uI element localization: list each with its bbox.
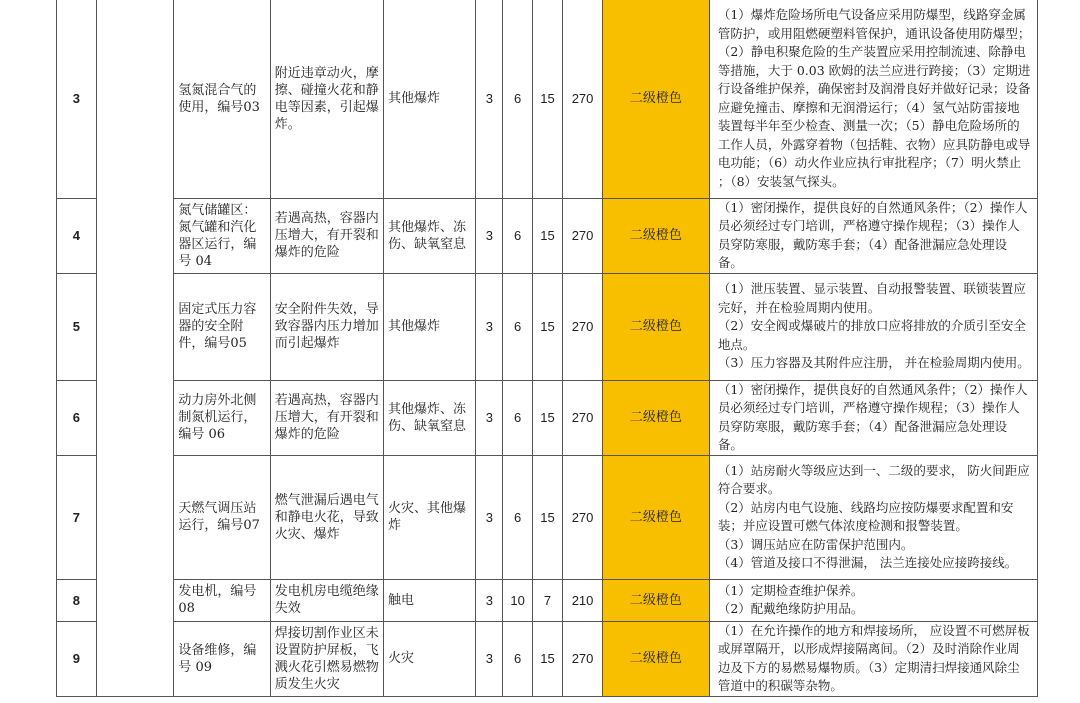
accident-type-cell: 其他爆炸、冻伤、缺氧窒息 [383,198,475,273]
l-value: 3 [476,455,503,579]
item-cell: 固定式压力容器的安全附件，编号05 [174,273,270,380]
risk-level-cell: 二级橙色 [602,0,709,198]
row-number: 3 [57,0,97,198]
e-value: 6 [503,198,532,273]
risk-level-cell: 二级橙色 [602,579,709,621]
item-cell: 氢氮混合气的使用，编号03 [174,0,270,198]
control-measures-cell: （1）密闭操作，提供良好的自然通风条件；（2）操作人员必须经过专门培训，严格遵守操作规程；（3）操作人员穿防寒服，戴防寒手套；（4）配备泄漏应急处理设备。 [709,198,1037,273]
item-cell: 动力房外北侧制氮机运行，编号 06 [174,380,270,455]
table-row [57,198,1038,273]
l-value: 3 [476,0,503,198]
c-value: 15 [532,0,562,198]
row-number: 6 [57,380,97,455]
l-value: 3 [476,621,503,696]
risk-level-cell: 二级橙色 [602,621,709,696]
table-row [57,273,1038,380]
l-value: 3 [476,579,503,621]
l-value: 3 [476,273,503,380]
accident-type-cell: 火灾、其他爆炸 [383,455,475,579]
table-row [57,0,1038,198]
c-value: 15 [532,380,562,455]
l-value: 3 [476,198,503,273]
control-measures-cell: （1）泄压装置、显示装置、自动报警装置、联锁装置应完好，并在检验周期内使用。 （2）安全阀或爆破片的排放口应将排放的介质引至安全地点。 （3）压力容器及其附件应注册， 并在检验周期内使用。 [709,273,1037,380]
row-number: 9 [57,621,97,696]
e-value: 6 [503,273,532,380]
e-value: 10 [503,579,532,621]
accident-type-cell: 火灾 [383,621,475,696]
c-value: 15 [532,273,562,380]
d-value: 270 [563,380,603,455]
d-value: 270 [563,198,603,273]
d-value: 270 [563,0,603,198]
row-number: 5 [57,273,97,380]
accident-type-cell: 触电 [383,579,475,621]
accident-type-cell: 其他爆炸、冻伤、缺氧窒息 [383,380,475,455]
blank-cell [96,0,174,696]
control-measures-cell: （1）爆炸危险场所电气设备应采用防爆型，线路穿金属管防护，或用阻燃硬塑料管保护，通讯设备使用防爆型；（2）静电积聚危险的生产装置应采用控制流速、除静电等措施，大于 0.03 欧姆的法兰应进行跨接；（3）定期进行设备维护保养，确保密封及润滑良好并做好记录；设备应避免撞击、摩擦和无润滑运行；（4）氢气站防雷接地装置每半年至少检查、测量一次；（5）静电危险场所的工作人员，外露穿着物（包括鞋、衣物）应具防静电或导电功能；（6）动火作业应执行审批程序；（7）明火禁止 ；（8）安装氢气探头。 [709,0,1037,198]
d-value: 270 [563,455,603,579]
item-cell: 氮气储罐区：氮气罐和汽化器区运行，编号 04 [174,198,270,273]
table-row [57,380,1038,455]
d-value: 270 [563,621,603,696]
cause-cell: 燃气泄漏后遇电气和静电火花，导致火灾、爆炸 [270,455,383,579]
control-measures-cell: （1）定期检查维护保养。 （2）配戴绝缘防护用品。 [709,579,1037,621]
table-row [57,579,1038,621]
cause-cell: 发电机房电缆绝缘失效 [270,579,383,621]
item-cell: 天燃气调压站运行，编号07 [174,455,270,579]
accident-type-cell: 其他爆炸 [383,273,475,380]
cause-cell: 安全附件失效，导致容器内压力增加而引起爆炸 [270,273,383,380]
cause-cell: 若遇高热，容器内压增大，有开裂和爆炸的危险 [270,380,383,455]
risk-level-cell: 二级橙色 [602,455,709,579]
risk-level-cell: 二级橙色 [602,380,709,455]
row-number: 4 [57,198,97,273]
risk-assessment-table [56,0,1038,697]
control-measures-cell: （1）站房耐火等级应达到一、二级的要求， 防火间距应符合要求。 （2）站房内电气设施、线路均应按防爆要求配置和安装；并应设置可燃气体浓度检测和报警装置。 （3）调压站应在防雷保护范围内。 （4）管道及接口不得泄漏， 法兰连接处应接跨接线。 [709,455,1037,579]
d-value: 210 [563,579,603,621]
row-number: 7 [57,455,97,579]
control-measures-cell: （1）在允许操作的地方和焊接场所， 应设置不可燃屏板或屏罩隔开，以形成焊接隔离间。（2）及时消除作业周边及下方的易燃易爆物质。（3）定期清扫焊接通风除尘管道中的积碳等杂物。 [709,621,1037,696]
risk-level-cell: 二级橙色 [602,273,709,380]
e-value: 6 [503,0,532,198]
c-value: 15 [532,621,562,696]
cause-cell: 焊接切割作业区未设置防护屏板，飞溅火花引燃易燃物质发生火灾 [270,621,383,696]
table-row [57,621,1038,696]
item-cell: 发电机，编号08 [174,579,270,621]
c-value: 7 [532,579,562,621]
e-value: 6 [503,380,532,455]
cause-cell: 附近违章动火，摩擦、碰撞火花和静电等因素，引起爆炸。 [270,0,383,198]
c-value: 15 [532,198,562,273]
d-value: 270 [563,273,603,380]
table-row [57,455,1038,579]
risk-level-cell: 二级橙色 [602,198,709,273]
e-value: 6 [503,621,532,696]
l-value: 3 [476,380,503,455]
e-value: 6 [503,455,532,579]
cause-cell: 若遇高热，容器内压增大，有开裂和爆炸的危险 [270,198,383,273]
control-measures-cell: （1）密闭操作，提供良好的自然通风条件；（2）操作人员必须经过专门培训，严格遵守操作规程；（3）操作人员穿防寒服，戴防寒手套；（4）配备泄漏应急处理设备。 [709,380,1037,455]
row-number: 8 [57,579,97,621]
accident-type-cell: 其他爆炸 [383,0,475,198]
c-value: 15 [532,455,562,579]
item-cell: 设备维修，编号 09 [174,621,270,696]
